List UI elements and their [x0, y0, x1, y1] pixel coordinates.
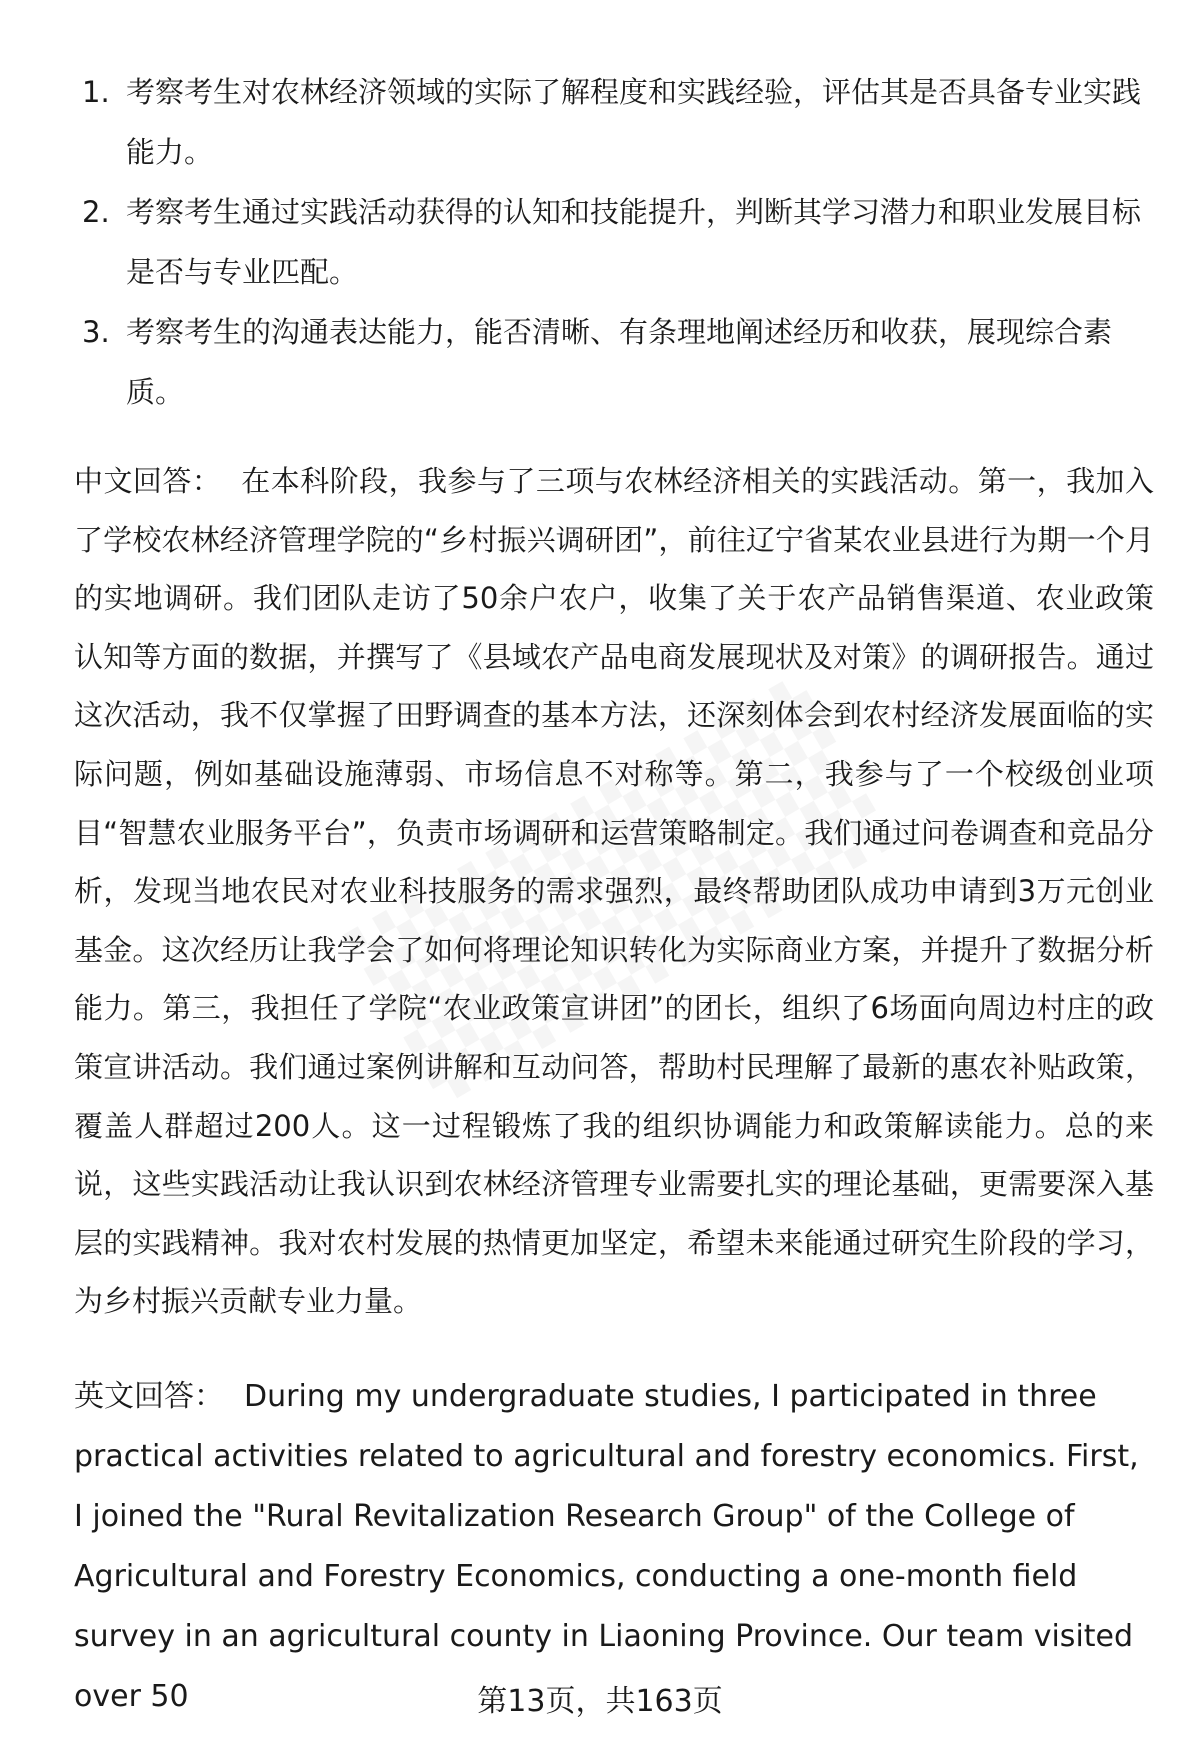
list-item-text: 考察考生的沟通表达能力，能否清晰、有条理地阐述经历和收获，展现综合素质。 [126, 315, 1113, 409]
list-item [82, 302, 1152, 422]
english-answer-text: During my undergraduate studies, I participated in three practical activities related to agricultural and forestry economics. First, I joined the "Rural Revitalization Research Group" of the College of Agricultural and Forestry Economics, conducting a one-month field survey in an agricultural county in Liaoning Province. Our team visited over 50 [74, 1379, 1139, 1714]
list-item-text: 考察考生对农林经济领域的实际了解程度和实践经验，评估其是否具备专业实践能力。 [126, 75, 1142, 169]
criteria-list [82, 62, 1152, 422]
chinese-answer-label: 中文回答： [74, 464, 222, 498]
page-number-footer: 第13页，共163页 [477, 1684, 723, 1719]
list-number: 3. [82, 315, 110, 349]
list-number: 2. [82, 195, 110, 229]
english-answer-label: 英文回答： [74, 1379, 224, 1414]
list-item-text: 考察考生通过实践活动获得的认知和技能提升，判断其学习潜力和职业发展目标是否与专业匹配。 [126, 195, 1142, 289]
list-item [82, 62, 1152, 182]
chinese-answer-text: 在本科阶段，我参与了三项与农林经济相关的实践活动。第一，我加入了学校农林经济管理学院的“乡村振兴调研团”，前往辽宁省某农业县进行为期一个月的实地调研。我们团队走访了50余户农户，收集了关于农产品销售渠道、农业政策认知等方面的数据，并撰写了《县域农产品电商发展现状及对策》的调研报告。通过这次活动，我不仅掌握了田野调查的基本方法，还深刻体会到农村经济发展面临的实际问题，例如基础设施薄弱、市场信息不对称等。第二，我参与了一个校级创业项目“智慧农业服务平台”，负责市场调研和运营策略制定。我们通过问卷调查和竞品分析，发现当地农民对农业科技服务的需求强烈，最终帮助团队成功申请到3万元创业基金。这次经历让我学会了如何将理论知识转化为实际商业方案，并提升了数据分析能力。第三，我担任了学院“农业政策宣讲团”的团长，组织了6场面向周边村庄的政策宣讲活动。我们通过案例讲解和互动问答，帮助村民理解了最新的惠农补贴政策，覆盖人群超过200人。这一过程锻炼了我的组织协调能力和政策解读能力。总的来说，这些实践活动让我认识到农林经济管理专业需要扎实的理论基础，更需要深入基层的实践精神。我对农村发展的热情更加坚定，希望未来能通过研究生阶段的学习，为乡村振兴贡献专业力量。 [74, 464, 1154, 1319]
chinese-answer-paragraph [74, 452, 1154, 1331]
english-answer-paragraph [74, 1367, 1154, 1727]
list-item [82, 182, 1152, 302]
list-number: 1. [82, 75, 110, 109]
